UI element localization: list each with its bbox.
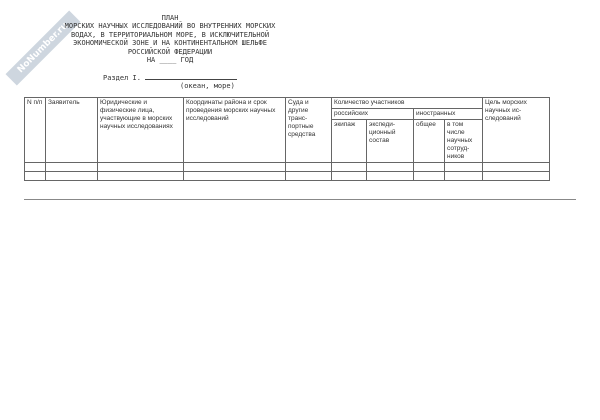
header-vessels: Суда и другие транс- портные средства	[286, 98, 332, 163]
document-title: ПЛАН	[161, 14, 179, 22]
header-persons: Юридические и физические лица, участвующие в морских научных исследованиях	[98, 98, 184, 163]
research-plan-table	[24, 97, 550, 181]
header-participants: Количество участников	[332, 98, 483, 109]
header-coords: Координаты района и срок проведения морских научных исследований	[184, 98, 286, 163]
title-year-line: НА ____ ГОД	[146, 56, 194, 64]
title-line-1: МОРСКИХ НАУЧНЫХ ИССЛЕДОВАНИЙ ВО ВНУТРЕННИХ МОРСКИХ	[64, 22, 276, 31]
section-label: Раздел I.	[103, 74, 141, 82]
header-foreign: иностранных	[414, 109, 483, 120]
page-divider	[24, 199, 576, 200]
header-purpose: Цель морских научных ис- следований	[483, 98, 550, 163]
header-scientists: в том числе научных сотруд- ников	[445, 120, 483, 163]
header-expedition: экспеди- ционный состав	[367, 120, 414, 163]
section-hint: (океан, море)	[180, 82, 235, 90]
header-russian: российских	[332, 109, 414, 120]
site-watermark: NoNumber.ru	[6, 11, 81, 86]
header-applicant: Заявитель	[46, 98, 98, 163]
title-line-4: РОССИЙСКОЙ ФЕДЕРАЦИИ	[127, 47, 213, 56]
table-row	[25, 172, 550, 181]
header-row-1	[25, 98, 550, 109]
table-row	[25, 163, 550, 172]
section-line	[103, 72, 237, 82]
header-total: общее	[414, 120, 445, 163]
title-line-2: ВОДАХ, В ТЕРРИТОРИАЛЬНОМ МОРЕ, В ИСКЛЮЧИТЕЛЬНОЙ	[70, 30, 270, 39]
section-blank-field	[145, 72, 237, 80]
title-line-3: ЭКОНОМИЧЕСКОЙ ЗОНЕ И НА КОНТИНЕНТАЛЬНОМ ШЕЛЬФЕ	[73, 39, 267, 48]
header-num: N п/п	[25, 98, 46, 163]
header-crew: экипаж	[332, 120, 367, 163]
